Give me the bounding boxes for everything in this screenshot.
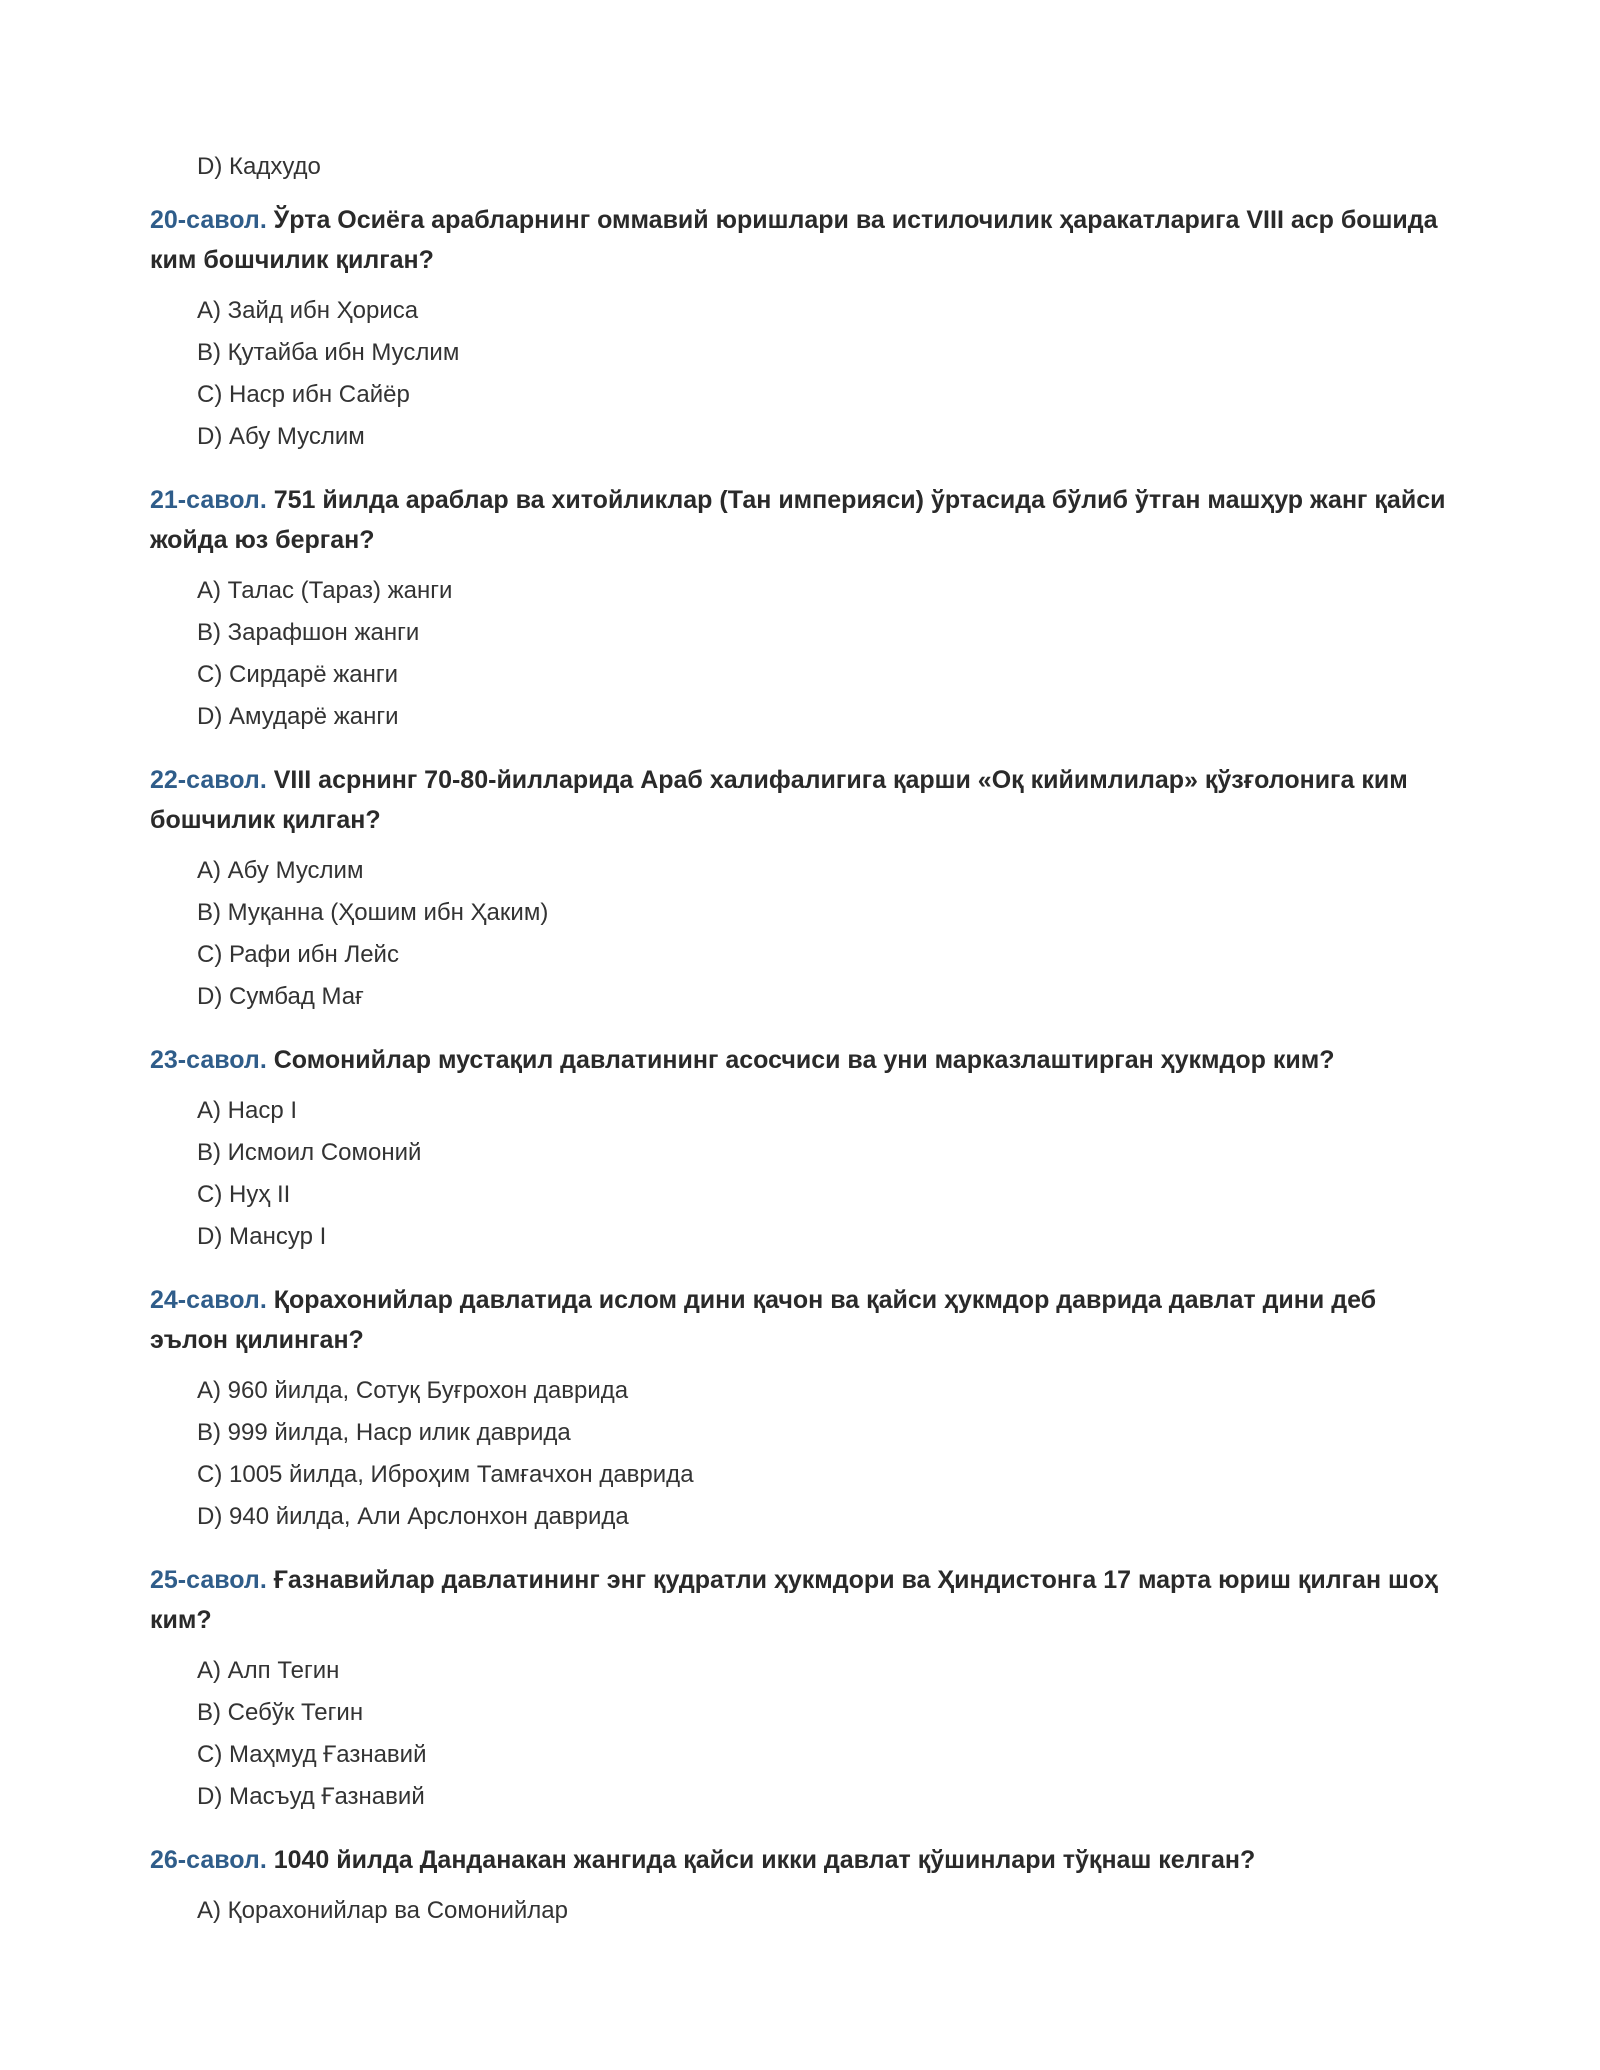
question-block xyxy=(150,760,1450,1018)
question-body: Ғазнавийлар давлатининг энг қудратли ҳукмдори ва Ҳиндистонга 17 марта юриш қилган шоҳ ким? xyxy=(150,1566,1439,1634)
question-block xyxy=(150,1840,1450,1932)
question-text xyxy=(150,480,1450,560)
answer-options xyxy=(150,1090,1450,1258)
question-body: 751 йилда араблар ва хитойликлар (Тан империяси) ўртасида бўлиб ўтган машҳур жанг қайси жойда юз берган? xyxy=(150,486,1446,554)
question-number: 24-савол. xyxy=(150,1286,267,1314)
question-block xyxy=(150,200,1450,458)
answer-options xyxy=(150,570,1450,738)
question-text xyxy=(150,1280,1450,1360)
answer-option: A) 960 йилда, Сотуқ Буғрохон даврида xyxy=(197,1377,629,1404)
answer-option: D) Мансур I xyxy=(197,1223,327,1250)
question-block xyxy=(150,1560,1450,1818)
question-body: Сомонийлар мустақил давлатининг асосчиси ва уни марказлаштирган ҳукмдор ким? xyxy=(266,1046,1335,1074)
answer-option: C) Наср ибн Сайёр xyxy=(197,381,410,408)
answer-option: C) Нуҳ II xyxy=(197,1181,291,1208)
answer-option: A) Абу Муслим xyxy=(197,857,364,884)
answer-option: A) Алп Тегин xyxy=(197,1657,340,1684)
question-list xyxy=(150,200,1450,1954)
answer-option: B) Қутайба ибн Муслим xyxy=(197,339,460,366)
question-number: 26-савол. xyxy=(150,1846,267,1874)
answer-option: B) Себўк Тегин xyxy=(197,1699,364,1726)
question-body: 1040 йилда Данданакан жангида қайси икки давлат қўшинлари тўқнаш келган? xyxy=(266,1846,1256,1874)
answer-option: D) Кадхудо xyxy=(197,153,321,180)
answer-option: A) Қорахонийлар ва Сомонийлар xyxy=(197,1897,568,1924)
question-block xyxy=(150,1280,1450,1538)
answer-option: D) Абу Муслим xyxy=(197,423,365,450)
answer-option: A) Талас (Тараз) жанги xyxy=(197,577,453,604)
question-block xyxy=(150,1040,1450,1258)
answer-option: C) Маҳмуд Ғазнавий xyxy=(197,1741,427,1768)
answer-options xyxy=(150,290,1450,458)
answer-option: B) Муқанна (Ҳошим ибн Ҳаким) xyxy=(197,899,549,926)
answer-option: D) 940 йилда, Али Арслонхон даврида xyxy=(197,1503,629,1530)
answer-option: D) Сумбад Мағ xyxy=(197,983,364,1010)
answer-options xyxy=(150,1890,1450,1932)
answer-option: A) Наср I xyxy=(197,1097,298,1124)
answer-option: C) Рафи ибн Лейс xyxy=(197,941,399,968)
question-number: 23-савол. xyxy=(150,1046,267,1074)
question-text xyxy=(150,1840,1450,1880)
question-text xyxy=(150,760,1450,840)
answer-options xyxy=(150,850,1450,1018)
answer-option: C) 1005 йилда, Иброҳим Тамғачхон даврида xyxy=(197,1461,694,1488)
answer-option: C) Сирдарё жанги xyxy=(197,661,399,688)
answer-option: D) Амударё жанги xyxy=(197,703,399,730)
answer-option: B) 999 йилда, Наср илик даврида xyxy=(197,1419,571,1446)
question-body: Ўрта Осиёга арабларнинг оммавий юришлари ва истилочилик ҳаракатларига VIII аср бошида ким бошчилик қилган? xyxy=(150,206,1438,274)
question-block xyxy=(150,480,1450,738)
answer-option: A) Зайд ибн Ҳориса xyxy=(197,297,419,324)
question-body: Қорахонийлар давлатида ислом дини қачон ва қайси ҳукмдор даврида давлат дини деб эълон қилинган? xyxy=(150,1286,1377,1354)
answer-option: B) Зарафшон жанги xyxy=(197,619,420,646)
question-number: 21-савол. xyxy=(150,486,267,514)
answer-option: D) Масъуд Ғазнавий xyxy=(197,1783,425,1810)
answer-option: B) Исмоил Сомоний xyxy=(197,1139,422,1166)
answer-options xyxy=(150,1370,1450,1538)
question-text xyxy=(150,200,1450,280)
question-text xyxy=(150,1560,1450,1640)
answer-options xyxy=(150,1650,1450,1818)
question-text xyxy=(150,1040,1450,1080)
question-body: VIII асрнинг 70-80-йилларида Араб халифалигига қарши «Оқ кийимлилар» қўзғолонига ким бошчилик қилган? xyxy=(150,766,1408,834)
question-number: 25-савол. xyxy=(150,1566,267,1594)
question-number: 20-савол. xyxy=(150,206,267,234)
question-number: 22-савол. xyxy=(150,766,267,794)
